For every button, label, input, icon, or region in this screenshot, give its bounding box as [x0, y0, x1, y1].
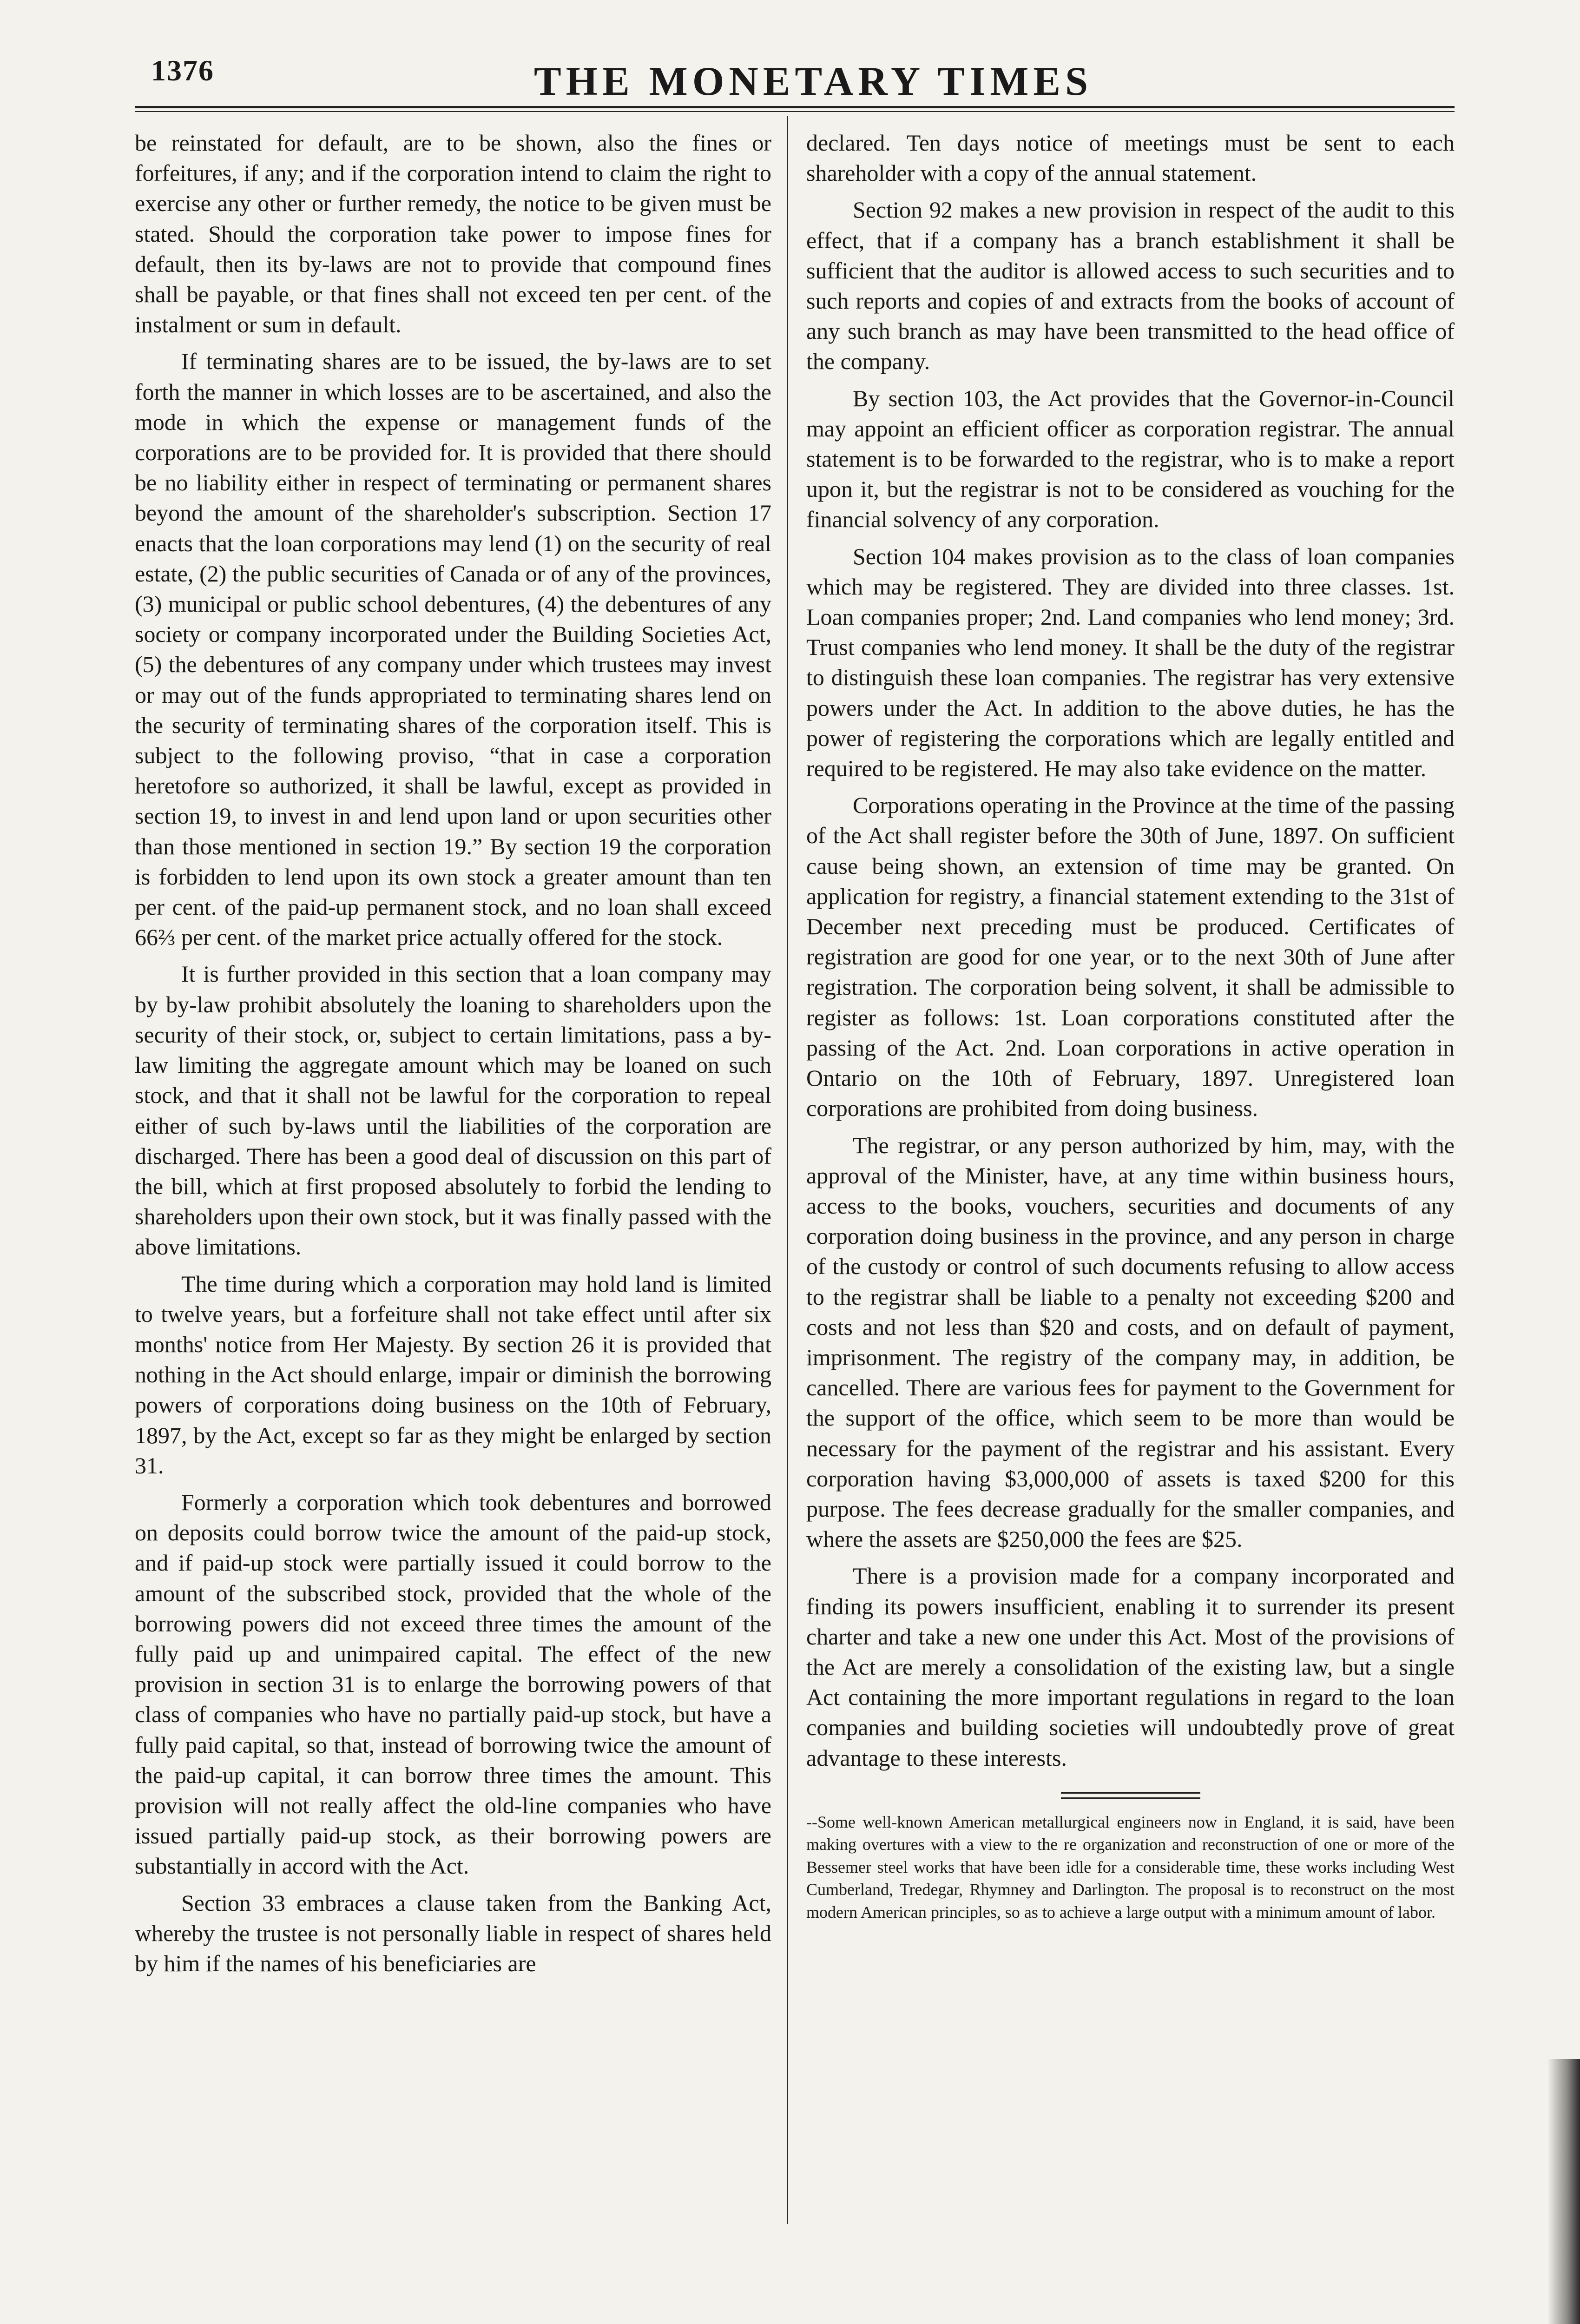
footnote-rule: [1061, 1792, 1200, 1799]
paragraph: If terminating shares are to be issued, the by-laws are to set forth the manner in which losses are to be ascertained, and also the mode in which the expense or management funds of the corporations are to be provided for. It is provided that there should be no liability either in respect of terminating or permanent shares beyond the amount of the shareholder's subscription. Section 17 enacts that the loan corporations may lend (1) on the security of real estate, (2) the public securities of Canada or of any of the provinces, (3) municipal or public school debentures, (4) the debentures of any society or company incorporated under the Building Societies Act, (5) the debentures of any company under which trustees may invest or may out of the funds appropriated to terminating shares lend on the security of terminating shares of the corporation itself. This is subject to the following proviso, “that in case a corporation heretofore so authorized, it shall be lawful, except as provided in section 19, to invest in and lend upon land or upon securities other than those mentioned in section 19.” By section 19 the corporation is forbidden to lend upon its own stock a greater amount than ten per cent. of the paid-up permanent stock, and no loan shall exceed 66⅔ per cent. of the market price actually offered for the stock.: [135, 348, 771, 951]
masthead-title: THE MONETARY TIMES: [533, 59, 1093, 104]
paragraph: There is a provision made for a company incorporated and finding its powers insufficient, enabling it to surrender its present charter and take a new one under this Act. Most of the provisions of the Act are merely a consolidation of the existing law, but a single Act containing the more important regulations in regard to the loan companies and building societies will undoubtedly prove of great advantage to these interests.: [806, 1563, 1455, 1771]
left-column: [135, 128, 771, 1985]
paragraph: Corporations operating in the Province at the time of the passing of the Act shall register before the 30th of June, 1897. On sufficient cause being shown, an extension of time may be granted. On application for registry, a financial statement extending to the 31st of December next preceding must be produced. Certificates of registration are good for one year, or to the next 30th of June after registration. The corporation being solvent, it shall be admissible to register as follows: 1st. Loan corporations constituted after the passing of the Act. 2nd. Loan corporations in active operation in Ontario on the 10th of February, 1897. Unregistered loan corporations are prohibited from doing business.: [806, 792, 1455, 1122]
column-divider: [787, 116, 788, 2224]
page-number: 1376: [151, 54, 214, 87]
paragraph: be reinstated for default, are to be shown, also the fines or forfeitures, if any; and if the corporation intend to claim the right to exercise any other or further remedy, the notice to be given must be stated. Should the corporation take power to impose fines for default, then its by-laws are not to provide that compound fines shall be payable, or that fines shall not exceed ten per cent. of the instalment or sum in default.: [135, 130, 771, 338]
paragraph: By section 103, the Act provides that the Governor-in-Council may appoint an efficient officer as corporation registrar. The annual statement is to be forwarded to the registrar, who is to make a report upon it, but the registrar is not to be considered as vouching for the financial solvency of any corporation.: [806, 385, 1455, 533]
page-edge-shadow: [1547, 2059, 1580, 2324]
right-column: [806, 128, 1455, 1930]
paragraph: Formerly a corporation which took debentures and borrowed on deposits could borrow twice the amount of the paid-up stock, and if paid-up stock were partially issued it could borrow to the amount of the subscribed stock, provided that the whole of the borrowing powers did not exceed three times the amount of the fully paid up and unimpaired capital. The effect of the new provision in section 31 is to enlarge the borrowing powers of that class of companies who have no partially paid-up stock, but have a fully paid capital, so that, instead of borrowing twice the amount of the paid-up capital, it can borrow three times the amount. This provision will not really affect the old-line companies who have issued partially paid-up stock, as their borrowing powers are substantially in accord with the Act.: [135, 1489, 771, 1879]
paragraph: The time during which a corporation may hold land is limited to twelve years, but a forfeiture shall not take effect until after six months' notice from Her Majesty. By section 26 it is provided that nothing in the Act should enlarge, impair or diminish the borrowing powers of corporations doing business on the 10th of February, 1897, by the Act, except so far as they might be enlarged by section 31.: [135, 1270, 771, 1479]
paragraph: Section 33 embraces a clause taken from the Banking Act, whereby the trustee is not personally liable in respect of shares held by him if the names of his beneficiaries are: [135, 1889, 771, 1976]
paragraph: It is further provided in this section that a loan company may by by-law prohibit absolutely the loaning to shareholders upon the security of their stock, or, subject to certain limitations, pass a by-law limiting the aggregate amount which may be loaned on such stock, and that it shall not be lawful for the corporation to repeal either of such by-laws until the liabilities of the corporation are discharged. There has been a good deal of discussion on this part of the bill, which at first proposed absolutely to forbid the lending to shareholders upon their own stock, but it was finally passed with the above limitations.: [135, 961, 771, 1260]
footnote: --Some well-known American metallurgical engineers now in England, it is said, have been making overtures with a view to the re organization and reconstruction of one or more of the Bessemer steel works that have been idle for a considerable time, these works including West Cumberland, Tredegar, Rhymney and Darlington. The proposal is to reconstruct on the most modern American principles, so as to achieve a large output with a minimum amount of labor.: [806, 1812, 1455, 1921]
header-rule: [135, 106, 1455, 112]
paragraph: The registrar, or any person authorized by him, may, with the approval of the Minister, have, at any time within business hours, access to the books, vouchers, securities and documents of any corporation doing business in the province, and any person in charge of the custody or control of such documents refusing to allow access to the registrar shall be liable to a penalty not exceeding $200 and costs and not less than $20 and costs, and on default of payment, imprisonment. The registry of the company may, in addition, be cancelled. There are various fees for payment to the Government for the support of the office, which seem to be more than would be necessary for the payment of the registrar and his assistant. Every corporation having $3,000,000 of assets is taxed $200 for this purpose. The fees decrease gradually for the smaller companies, and where the assets are $250,000 the fees are $25.: [806, 1132, 1455, 1552]
paragraph: Section 92 makes a new provision in respect of the audit to this effect, that if a company has a branch establishment it shall be sufficient that the auditor is allowed access to such securities and to such reports and copies of and extracts from the books of account of any such branch as may have been transmitted to the head office of the company.: [806, 197, 1455, 375]
paragraph: declared. Ten days notice of meetings must be sent to each shareholder with a copy of the annual statement.: [806, 130, 1455, 186]
paragraph: Section 104 makes provision as to the class of loan companies which may be registered. They are divided into three classes. 1st. Loan companies proper; 2nd. Land companies who lend money; 3rd. Trust companies who lend money. It shall be the duty of the registrar to distinguish these loan companies. The registrar has very extensive powers under the Act. In addition to the above duties, he has the power of registering the corporations which are legally entitled and required to be registered. He may also take evidence on the matter.: [806, 543, 1455, 782]
